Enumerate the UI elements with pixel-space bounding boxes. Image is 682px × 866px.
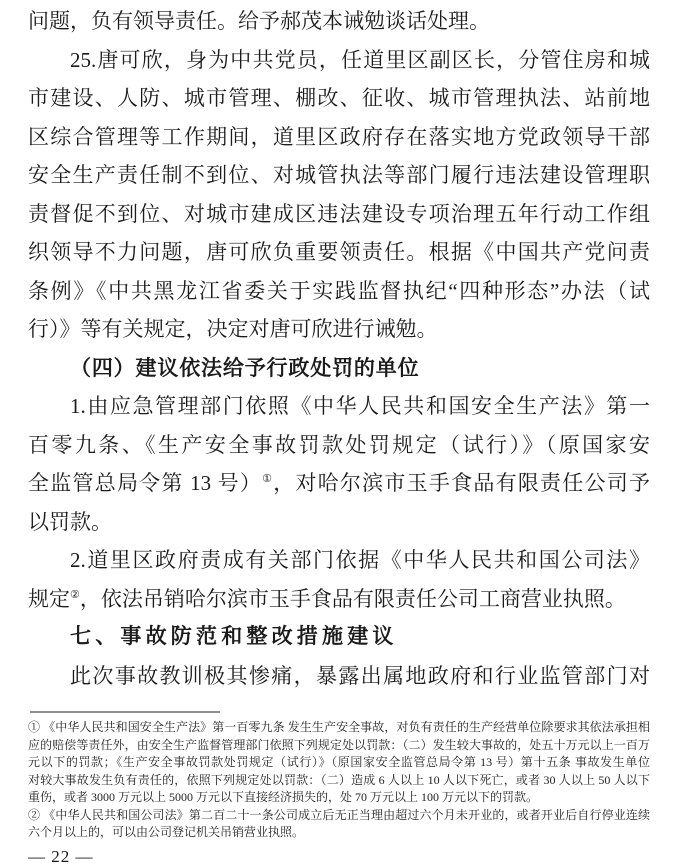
text-line: 25.唐可欣，身为中共党员，任道里区副区长，分管住房和城 (70, 47, 650, 72)
footnote-line: 元以下的罚款；《生产安全事故罚款处罚规定（试行）》（原国家安全监管总局令第 13 号）第十五条 事故发生单位 (28, 755, 650, 769)
text-line: 2.道里区政府责成有关部门依据《中华人民共和国公司法》 (70, 548, 650, 572)
text-line: 市建设、人防、城市管理、棚改、征收、城市管理执法、站前地 (28, 86, 650, 110)
text-line: 安全生产责任制不到位、对城管执法等部门履行违法建设管理职 (28, 163, 650, 187)
body-text (28, 2, 650, 695)
text-line (28, 464, 650, 503)
text-line: 百零九条、《生产安全事故罚款处罚规定（试行）》（原国家安 (28, 432, 650, 457)
text-segment: ，对哈尔滨市玉手食品有限责任公司予 (273, 471, 651, 495)
footnote-separator (30, 711, 220, 713)
text-segment: ，依法吊销哈尔滨市玉手食品有限责任公司工商营业执照。 (79, 586, 626, 611)
footnote-line: 六个月以上的，可以由公司登记机关吊销营业执照。 (28, 825, 305, 839)
page-number: — 22 — (28, 846, 94, 866)
footnote-line: ① 《中华人民共和国安全生产法》第一百零九条 发生生产安全事故，对负有责任的生产经营单位除要求其依法承担相 (28, 720, 650, 734)
text-line: 条例》《中共黑龙江省委关于实践监督执纪“四种形态”办法（试 (28, 278, 650, 303)
footnotes (28, 719, 650, 842)
text-line: 问题，负有领导责任。给予郝茂本诫勉谈话处理。 (28, 9, 490, 33)
footnote-line: 重伤，或者 3000 万元以上 5000 万元以下直接经济损失的，处 70 万元以上 100 万元以下的罚款。 (28, 790, 539, 804)
text-line: 以罚款。 (28, 509, 112, 534)
text-line: 此次事故教训极其惨痛，暴露出属地政府和行业监管部门对 (70, 663, 650, 688)
footnote-ref-2: ② (70, 588, 80, 601)
text-line (28, 580, 650, 619)
text-line: 区综合管理等工作期间，道里区政府存在落实地方党政领导干部 (28, 124, 650, 149)
footnote-ref-1: ① (262, 473, 274, 485)
footnote-line: 应的赔偿等责任外，由安全生产监督管理部门依照下列规定处以罚款：（二）发生较大事故的，处五十万元以上一百万 (28, 737, 650, 752)
section-heading: 七、事故防范和整改措施建议 (70, 625, 398, 648)
subsection-heading: （四）建议依法给予行政处罚的单位 (70, 355, 420, 380)
text-line: 行）》等有关规定，决定对唐可欣进行诫勉。 (28, 317, 438, 341)
text-segment: 规定 (28, 586, 70, 611)
footnote-line: ② 《中华人民共和国公司法》第二百二十一条公司成立后无正当理由超过六个月未开业的，或者开业后自行停业连续 (28, 807, 650, 822)
text-segment: 全监管总局令第 13 号） (28, 471, 263, 495)
text-line: 织领导不力问题，唐可欣负重要领责任。根据《中国共产党问责 (28, 240, 650, 264)
footnote-line: 对较大事故发生负有责任的，依照下列规定处以罚款：（二）造成 6 人以上 10 人以下死亡，或者 30 人以上 50 人以下 (28, 772, 650, 787)
text-line: 1.由应急管理部门依照《中华人民共和国安全生产法》第一 (70, 394, 650, 418)
text-line: 责督促不到位、对城市建成区违法建设专项治理五年行动工作组 (28, 201, 650, 226)
